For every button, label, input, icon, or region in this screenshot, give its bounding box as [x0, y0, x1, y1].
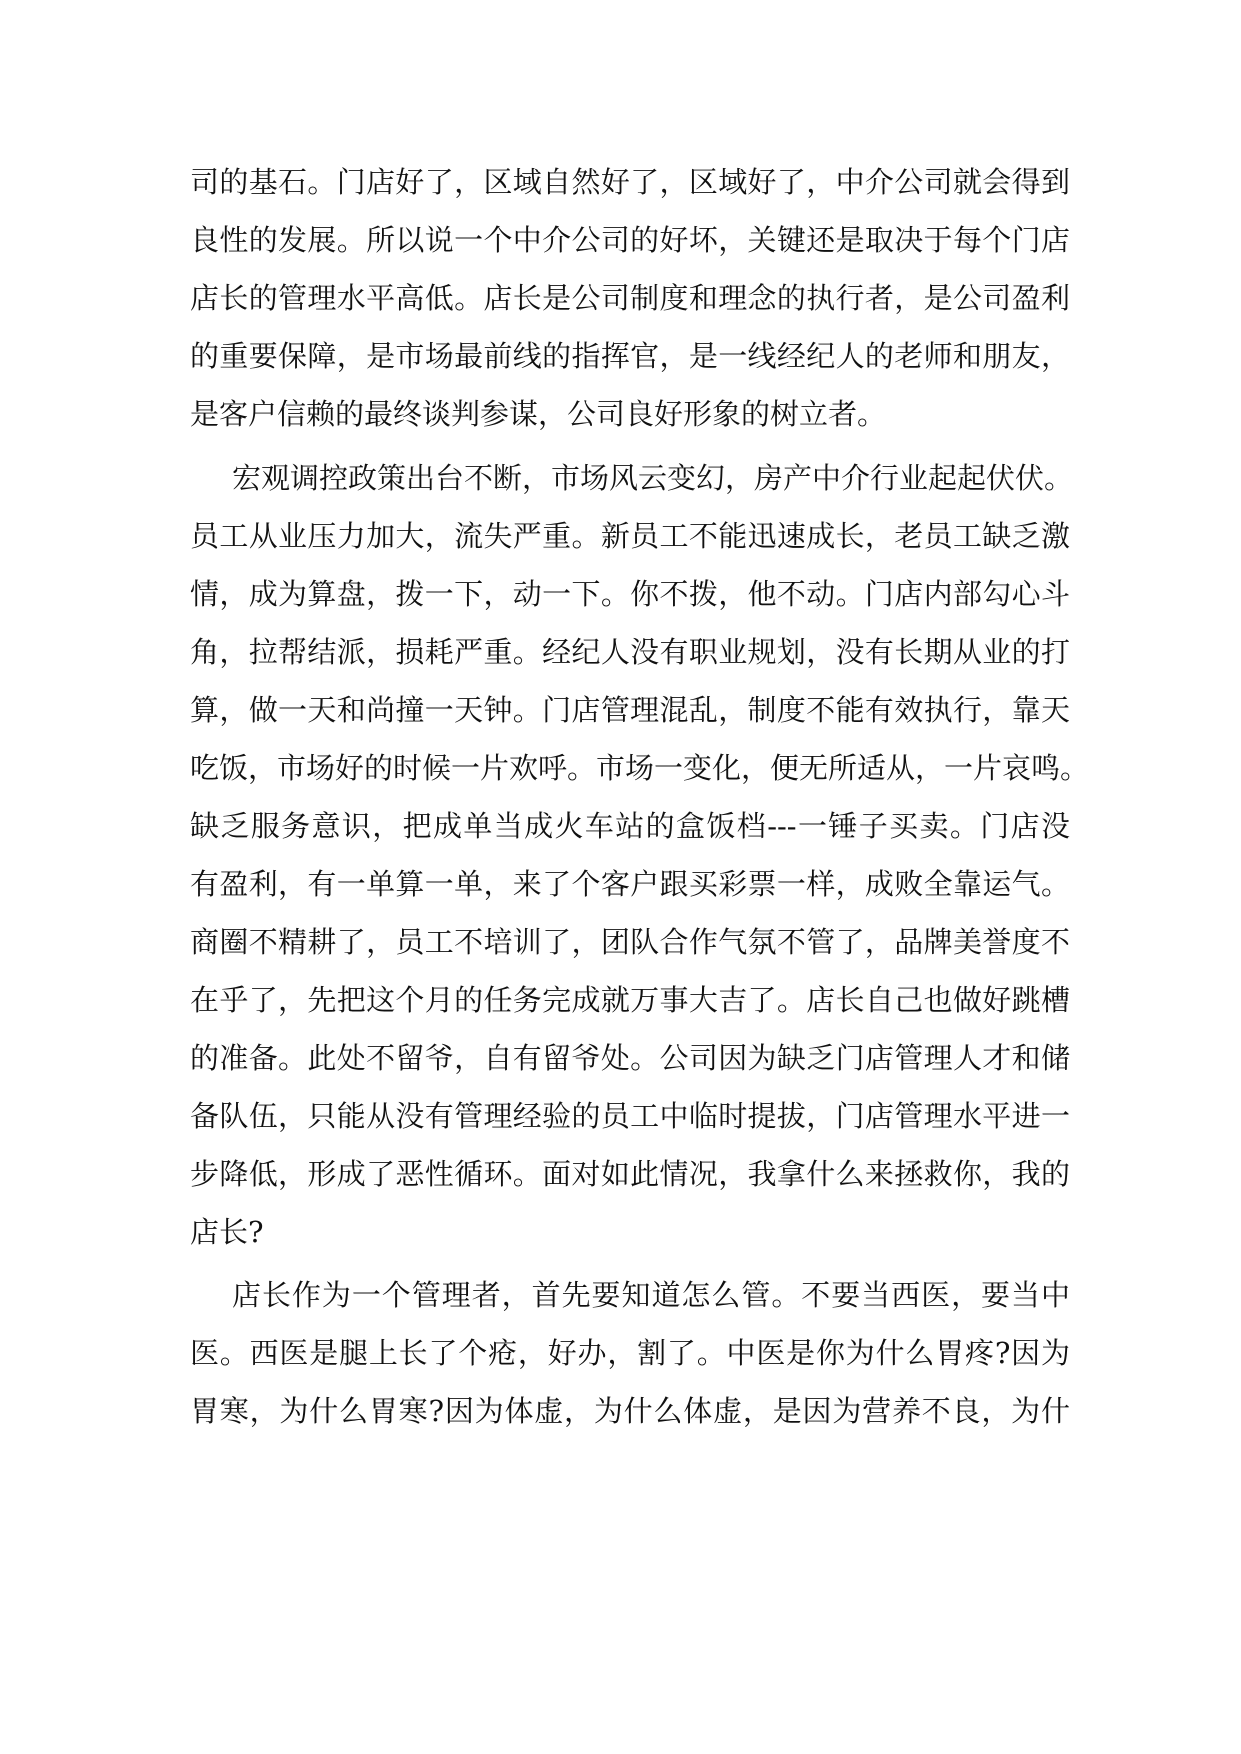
text-line: 角，拉帮结派，损耗严重。经纪人没有职业规划，没有长期从业的打 [190, 635, 1070, 669]
text-line: 司的基石。门店好了，区域自然好了，区域好了，中介公司就会得到 [190, 165, 1070, 199]
text-line: 店长的管理水平高低。店长是公司制度和理念的执行者，是公司盈利 [190, 281, 1070, 315]
text-line: 胃寒，为什么胃寒?因为体虚，为什么体虚，是因为营养不良，为什 [190, 1394, 1070, 1428]
text-line: 医。西医是腿上长了个疮，好办，割了。中医是你为什么胃疼?因为 [190, 1336, 1070, 1370]
text-line: 的准备。此处不留爷，自有留爷处。公司因为缺乏门店管理人才和储 [190, 1041, 1070, 1075]
text-line: 有盈利，有一单算一单，来了个客户跟买彩票一样，成败全靠运气。 [190, 867, 1070, 901]
text-line: 商圈不精耕了，员工不培训了，团队合作气氛不管了，品牌美誉度不 [190, 925, 1070, 959]
text-line: 店长? [190, 1215, 264, 1249]
text-line: 在乎了，先把这个月的任务完成就万事大吉了。店长自己也做好跳槽 [190, 983, 1070, 1017]
text-line: 是客户信赖的最终谈判参谋，公司良好形象的树立者。 [190, 397, 887, 431]
text-line: 情，成为算盘，拨一下，动一下。你不拨，他不动。门店内部勾心斗 [190, 577, 1070, 611]
text-line: 算，做一天和尚撞一天钟。门店管理混乱，制度不能有效执行，靠天 [190, 693, 1070, 727]
text-line: 备队伍，只能从没有管理经验的员工中临时提拔，门店管理水平进一 [190, 1099, 1070, 1133]
text-line: 员工从业压力加大，流失严重。新员工不能迅速成长，老员工缺乏激 [190, 519, 1070, 553]
text-line: 缺乏服务意识，把成单当成火车站的盒饭档---一锤子买卖。门店没 [190, 809, 1070, 843]
text-line: 步降低，形成了恶性循环。面对如此情况，我拿什么来拯救你，我的 [190, 1157, 1070, 1191]
text-line: 良性的发展。所以说一个中介公司的好坏，关键还是取决于每个门店 [190, 223, 1070, 257]
text-line: 宏观调控政策出台不断，市场风云变幻，房产中介行业起起伏伏。 [232, 461, 1074, 495]
text-line: 店长作为一个管理者，首先要知道怎么管。不要当西医，要当中 [232, 1278, 1070, 1312]
text-line: 吃饭，市场好的时候一片欢呼。市场一变化，便无所适从，一片哀鸣。 [190, 751, 1090, 785]
text-line: 的重要保障，是市场最前线的指挥官，是一线经纪人的老师和朋友， [190, 339, 1070, 373]
